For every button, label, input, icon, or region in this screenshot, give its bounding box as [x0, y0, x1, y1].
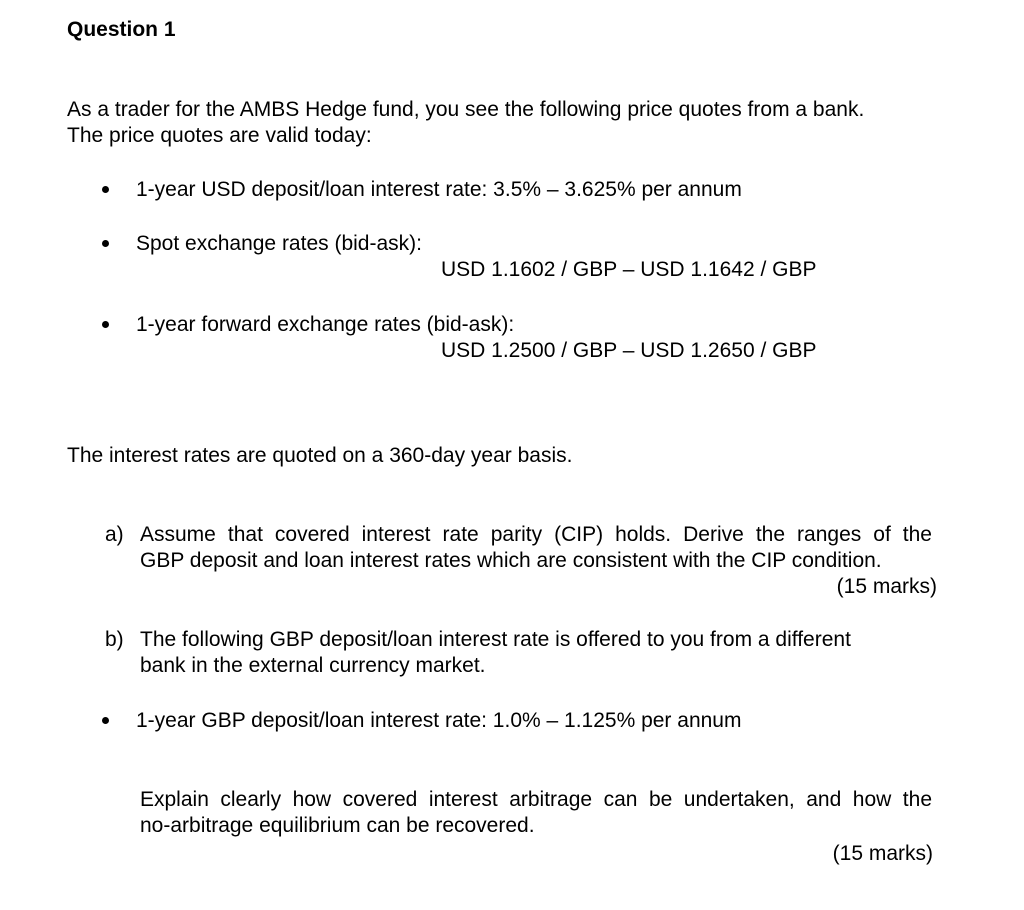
part-a-marker: a) — [105, 523, 124, 546]
bullet-dot — [102, 186, 109, 193]
bullet-dot — [102, 240, 109, 247]
part-a-line-2: GBP deposit and loan interest rates which are consistent with the CIP condition. — [140, 549, 882, 572]
part-b-line-1: The following GBP deposit/loan interest rate is offered to you from a different — [140, 628, 851, 651]
bullet-dot — [102, 717, 109, 724]
part-b-marks: (15 marks) — [832, 842, 933, 865]
gbp-rate-item: 1-year GBP deposit/loan interest rate: 1.0% – 1.125% per annum — [136, 709, 742, 732]
part-b-marker: b) — [105, 628, 124, 651]
forward-rate-label: 1-year forward exchange rates (bid-ask): — [136, 313, 515, 336]
spot-rate-label: Spot exchange rates (bid-ask): — [136, 232, 422, 255]
question-title: Question 1 — [67, 18, 176, 41]
explain-line-2: no-arbitrage equilibrium can be recovered. — [140, 814, 535, 837]
part-a-line-1: Assume that covered interest rate parity (CIP) holds. Derive the ranges of the — [140, 523, 932, 546]
forward-rate-value: USD 1.2500 / GBP – USD 1.2650 / GBP — [441, 339, 817, 362]
part-a-marks: (15 marks) — [836, 575, 937, 598]
spot-rate-value: USD 1.1602 / GBP – USD 1.1642 / GBP — [441, 258, 817, 281]
part-b-line-2: bank in the external currency market. — [140, 654, 486, 677]
intro-line-2: The price quotes are valid today: — [67, 124, 372, 147]
basis-note: The interest rates are quoted on a 360-day year basis. — [67, 444, 573, 467]
usd-rate-item: 1-year USD deposit/loan interest rate: 3.5% – 3.625% per annum — [136, 178, 742, 201]
bullet-dot — [102, 321, 109, 328]
intro-line-1: As a trader for the AMBS Hedge fund, you see the following price quotes from a bank. — [67, 98, 865, 121]
explain-line-1: Explain clearly how covered interest arbitrage can be undertaken, and how the — [140, 788, 932, 811]
